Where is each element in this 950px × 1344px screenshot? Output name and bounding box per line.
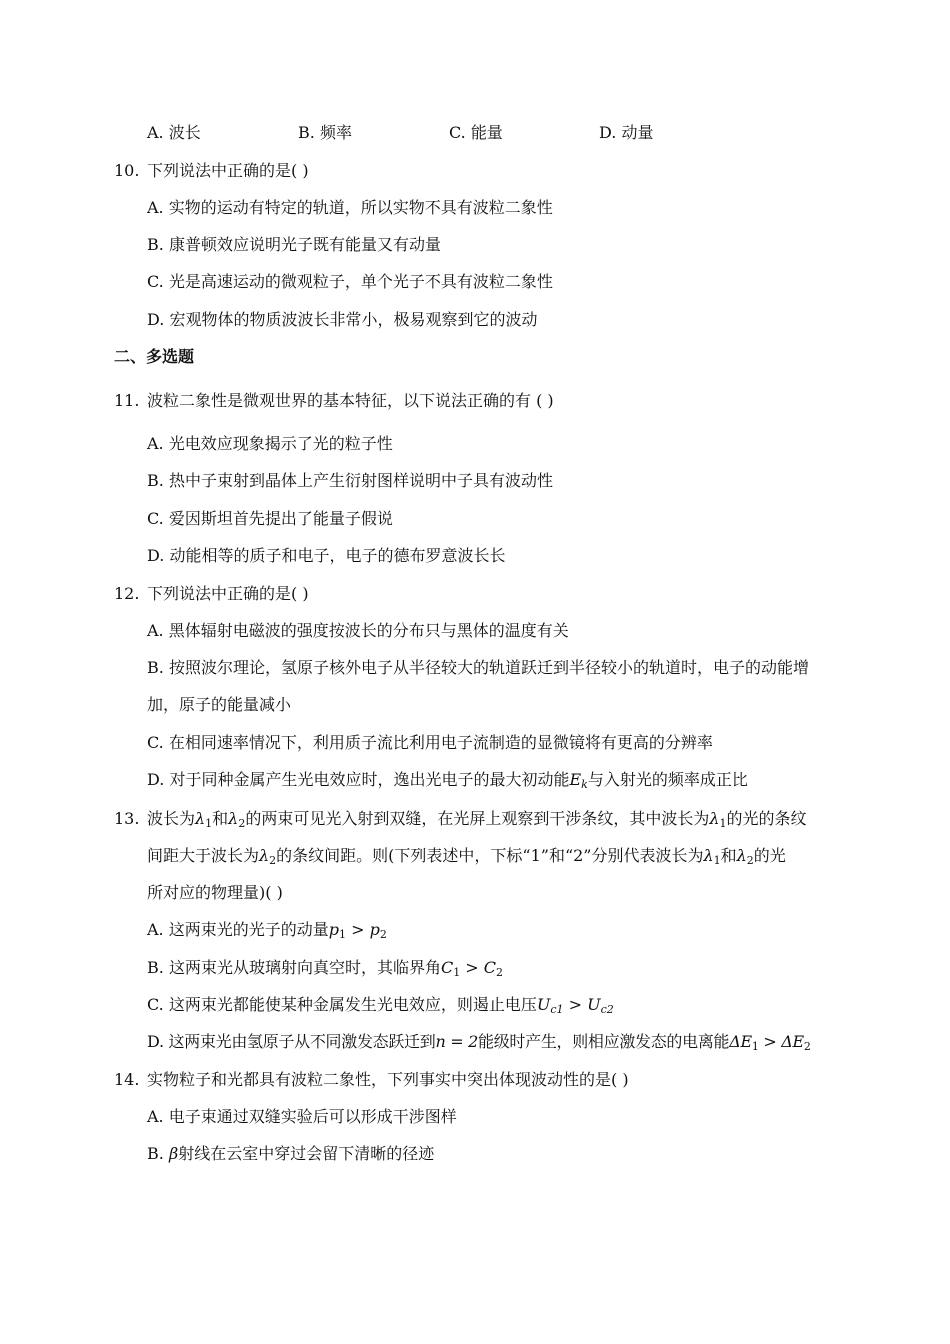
q10-option-c: C. 光是高速运动的微观粒子，单个光子不具有波粒二象性 [147, 272, 553, 291]
q10-number: 10. [114, 161, 140, 180]
q9-option-c: C. 能量 [449, 123, 503, 142]
q10-option-d: D. 宏观物体的物质波波长非常小，极易观察到它的波动 [147, 310, 538, 329]
q12-stem: 下列说法中正确的是( ) [147, 584, 309, 603]
q11-option-b: B. 热中子束射到晶体上产生衍射图样说明中子具有波动性 [147, 471, 553, 490]
q10-option-a: A. 实物的运动有特定的轨道，所以实物不具有波粒二象性 [147, 198, 553, 217]
q9-option-a: A. 波长 [147, 123, 201, 142]
q13-option-b: B. 这两束光从玻璃射向真空时，其临界角$C_1 > C_2$ [147, 958, 504, 979]
q14-option-b: B. β射线在云室中穿过会留下清晰的径迹 [147, 1144, 435, 1163]
q13-option-c: C. 这两束光都能使某种金属发生光电效应，则遏止电压$U_{c1} > U_{c2}$ [147, 995, 614, 1016]
section-heading-multiple-choice: 二、多选题 [114, 347, 195, 366]
q13-number: 13. [114, 809, 140, 828]
q11-option-c: C. 爱因斯坦首先提出了能量子假说 [147, 509, 393, 528]
q12-option-c: C. 在相同速率情况下，利用质子流比利用电子流制造的显微镜将有更高的分辨率 [147, 733, 713, 752]
q14-stem: 实物粒子和光都具有波粒二象性，下列事实中突出体现波动性的是( ) [147, 1070, 629, 1089]
q12-option-b-continued: 加，原子的能量减小 [147, 695, 292, 714]
q10-stem: 下列说法中正确的是( ) [147, 161, 309, 180]
q12-option-d: D. 对于同种金属产生光电效应时，逸出光电子的最大初动能$E_k$与入射光的频率成正比 [147, 770, 748, 791]
q12-option-a: A. 黑体辐射电磁波的强度按波长的分布只与黑体的温度有关 [147, 621, 569, 640]
q14-option-a: A. 电子束通过双缝实验后可以形成干涉图样 [147, 1107, 457, 1126]
q11-number: 11. [114, 391, 140, 410]
q11-stem: 波粒二象性是微观世界的基本特征，以下说法正确的有 ( ) [147, 391, 554, 410]
q9-option-b: B. 频率 [298, 123, 352, 142]
q9-option-d: D. 动量 [599, 123, 654, 142]
q10-option-b: B. 康普顿效应说明光子既有能量又有动量 [147, 235, 441, 254]
q13-stem-line1: 波长为$\lambda_1$和$\lambda_2$的两束可见光入射到双缝，在光屏上观察到干涉条纹，其中波长为$\lambda_1$的光的条纹 [147, 809, 807, 830]
q13-stem-line2: 间距大于波长为$\lambda_2$的条纹间距。则(下列表述中，下标“1”和“2”分别代表波长为$\lambda_1$和$\lambda_2$的光 [147, 846, 786, 867]
q11-option-d: D. 动能相等的质子和电子，电子的德布罗意波长长 [147, 546, 506, 565]
q14-number: 14. [114, 1070, 140, 1089]
q12-number: 12. [114, 584, 140, 603]
q12-option-b: B. 按照波尔理论，氢原子核外电子从半径较大的轨道跃迁到半径较小的轨道时，电子的动能增 [147, 658, 809, 677]
q13-option-a: A. 这两束光的光子的动量$p_1 > p_2$ [147, 920, 387, 941]
q13-stem-line3: 所对应的物理量)( ) [147, 883, 283, 902]
q11-option-a: A. 光电效应现象揭示了光的粒子性 [147, 434, 393, 453]
q13-option-d: D. 这两束光由氢原子从不同激发态跃迁到n = 2能级时产生，则相应激发态的电离能$\Delta E_1 > \Delta E_2$ [147, 1032, 811, 1053]
